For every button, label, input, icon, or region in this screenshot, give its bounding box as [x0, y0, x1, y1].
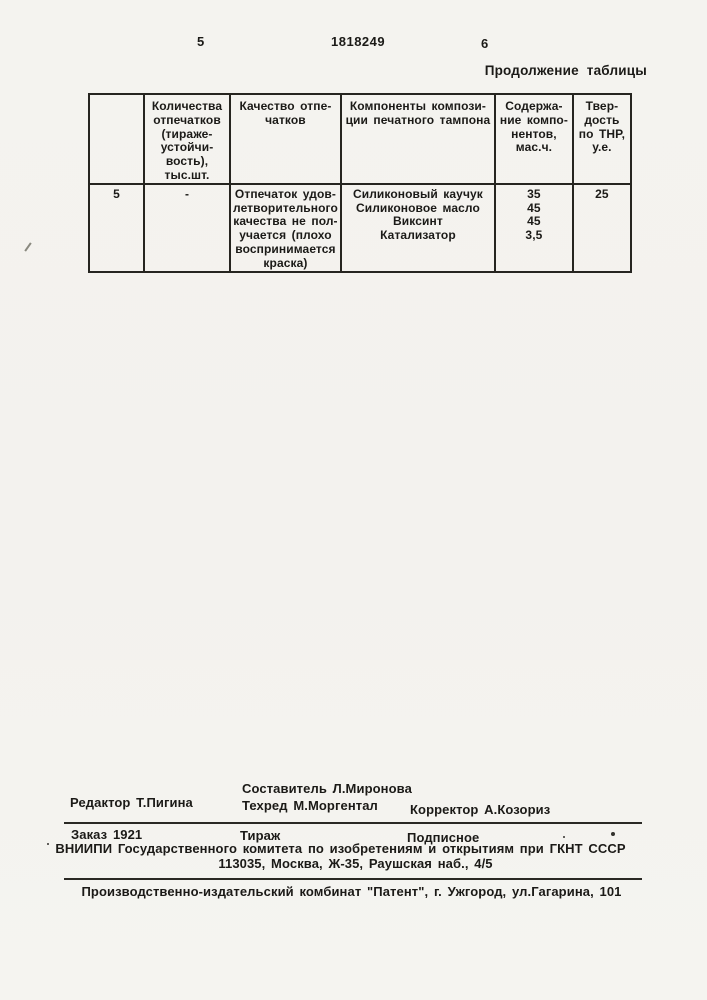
page-number-right: 6 — [481, 36, 489, 51]
header-content: Содержа- ние компо- нентов, мас.ч. — [495, 94, 573, 184]
patent-number: 1818249 — [331, 34, 386, 49]
footer-publisher-address: 113035, Москва, Ж-35, Раушская наб., 4/5 — [218, 856, 493, 871]
header-hardness: Твер- дость по ТНР, у.е. — [573, 94, 631, 184]
page-number-left: 5 — [197, 34, 205, 49]
cell-components: Силиконовый каучук Силиконовое масло Виксинт Катализатор — [341, 184, 495, 272]
ink-speck — [611, 832, 615, 836]
table-header-row — [89, 94, 631, 184]
cell-print-quality: Отпечаток удов- летворительного качества не пол- учается (плохо воспринимается краска) — [230, 184, 341, 272]
footer-rule-top — [64, 822, 642, 824]
header-index — [89, 94, 144, 184]
header-print-quality: Качество отпе- чатков — [230, 94, 341, 184]
table-continuation-label: Продолжение таблицы — [484, 63, 647, 78]
ink-speck — [47, 843, 49, 845]
cell-index: 5 — [89, 184, 144, 272]
cell-hardness: 25 — [573, 184, 631, 272]
footer-compiler: Составитель Л.Миронова — [242, 781, 412, 796]
footer-tech-editor: Техред М.Моргентал — [242, 798, 378, 813]
scan-artifact — [24, 242, 31, 251]
cell-print-count: - — [144, 184, 230, 272]
footer-editor: Редактор Т.Пигина — [70, 795, 193, 810]
header-print-count: Количества отпечатков (тираже- устойчи- вость), тыс.шт. — [144, 94, 230, 184]
footer-print-run: Тираж — [240, 828, 281, 843]
footer-publisher: ВНИИПИ Государственного комитета по изобретениям и открытиям при ГКНТ СССР — [55, 841, 626, 856]
header-components: Компоненты компози- ции печатного тампона — [341, 94, 495, 184]
results-table — [88, 93, 632, 273]
footer-proofreader: Корректор А.Козориз — [410, 802, 551, 817]
footer-rule-bottom — [64, 878, 642, 880]
footer-order: Заказ 1921 — [71, 827, 143, 842]
ink-speck — [563, 836, 565, 838]
cell-content: 35 45 45 3,5 — [495, 184, 573, 272]
footer-print-plant: Производственно-издательский комбинат "Патент", г. Ужгород, ул.Гагарина, 101 — [81, 884, 622, 899]
footer-subscription: Подписное — [407, 830, 480, 845]
table-row — [89, 184, 631, 272]
